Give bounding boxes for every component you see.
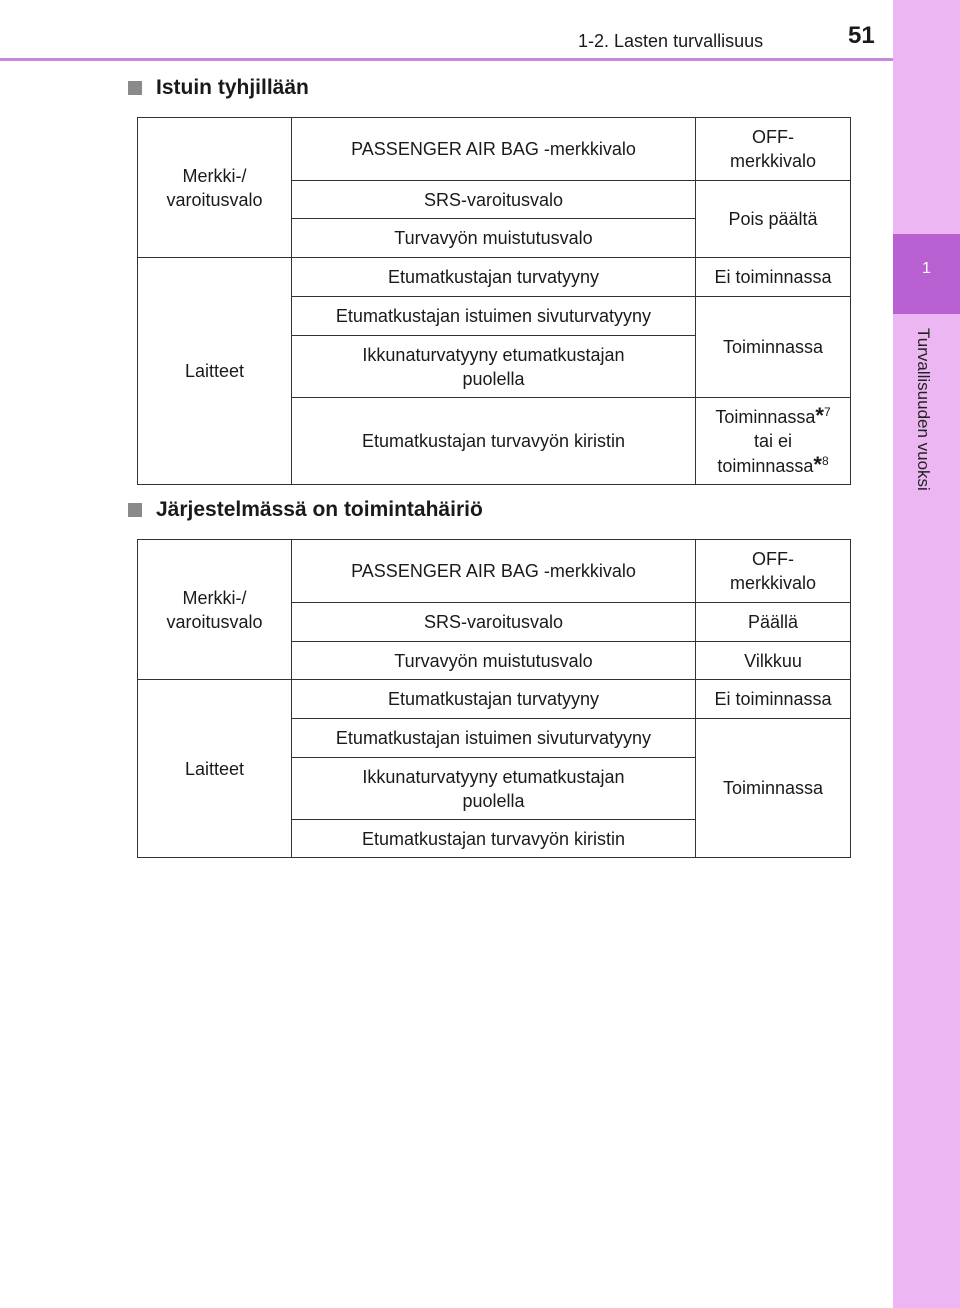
row-label-indicator: Merkki-/ varoitusvalo [138,118,292,258]
table-cell-status: Ei toiminnassa [696,258,851,297]
row-label-devices: Laitteet [138,258,292,485]
section-heading-text: Järjestelmässä on toimintahäiriö [156,498,483,521]
square-bullet-icon [128,81,142,95]
table-cell-item: Ikkunaturvatyyny etumatkustajan puolella [292,758,696,820]
table-cell-item: Ikkunaturvatyyny etumatkustajan puolella [292,336,696,398]
table-cell-item: Etumatkustajan istuimen sivuturvatyyny [292,297,696,336]
asterisk-icon: * [815,403,824,428]
status-text: tai ei [753,431,793,451]
table-cell-status-footnoted [696,398,851,485]
table-cell-item: SRS-varoitusvalo [292,603,696,642]
status-table-empty-seat [137,117,851,485]
table-cell-item: SRS-varoitusvalo [292,181,696,219]
section-heading-empty-seat [128,76,309,100]
side-tab [893,0,960,1308]
table-row [138,540,851,603]
table-row [138,258,851,297]
chapter-number: 1 [922,260,931,277]
table-row [138,118,851,181]
chapter-number-tab [893,234,960,314]
table-cell-status: Päällä [696,603,851,642]
row-label-devices: Laitteet [138,680,292,858]
section-heading-text: Istuin tyhjillään [156,76,309,99]
table-cell-item: PASSENGER AIR BAG -merkkivalo [292,540,696,603]
chapter-label: Turvallisuuden vuoksi [914,328,933,491]
status-text: Toiminnassa [715,407,816,427]
table-cell-item: Etumatkustajan turvavyön kiristin [292,398,696,485]
table-cell-item: Etumatkustajan turvatyyny [292,258,696,297]
footnote-ref: 8 [821,454,829,468]
table-cell-item: Etumatkustajan turvavyön kiristin [292,820,696,858]
square-bullet-icon [128,503,142,517]
table-cell-item: Turvavyön muistutusvalo [292,642,696,680]
table-cell-status: Vilkkuu [696,642,851,680]
table-row [138,680,851,719]
section-heading-malfunction [128,498,483,522]
table-cell-status: Toiminnassa [696,719,851,858]
status-text: toiminnassa [717,456,814,476]
header-divider [0,58,893,61]
table-cell-status: Toiminnassa [696,297,851,398]
asterisk-icon: * [813,452,822,477]
footnote-ref: 7 [823,405,831,419]
table-cell-status: OFF- merkkivalo [696,540,851,603]
row-label-indicator: Merkki-/ varoitusvalo [138,540,292,680]
status-table-malfunction [137,539,851,858]
table-cell-item: Turvavyön muistutusvalo [292,219,696,258]
page-number: 51 [848,22,875,49]
table-cell-item: Etumatkustajan istuimen sivuturvatyyny [292,719,696,758]
table-cell-item: Etumatkustajan turvatyyny [292,680,696,719]
table-cell-item: PASSENGER AIR BAG -merkkivalo [292,118,696,181]
table-cell-status: Ei toiminnassa [696,680,851,719]
chapter-title: 1-2. Lasten turvallisuus [578,31,764,51]
table-cell-status: Pois päältä [696,181,851,258]
table-cell-status: OFF- merkkivalo [696,118,851,181]
